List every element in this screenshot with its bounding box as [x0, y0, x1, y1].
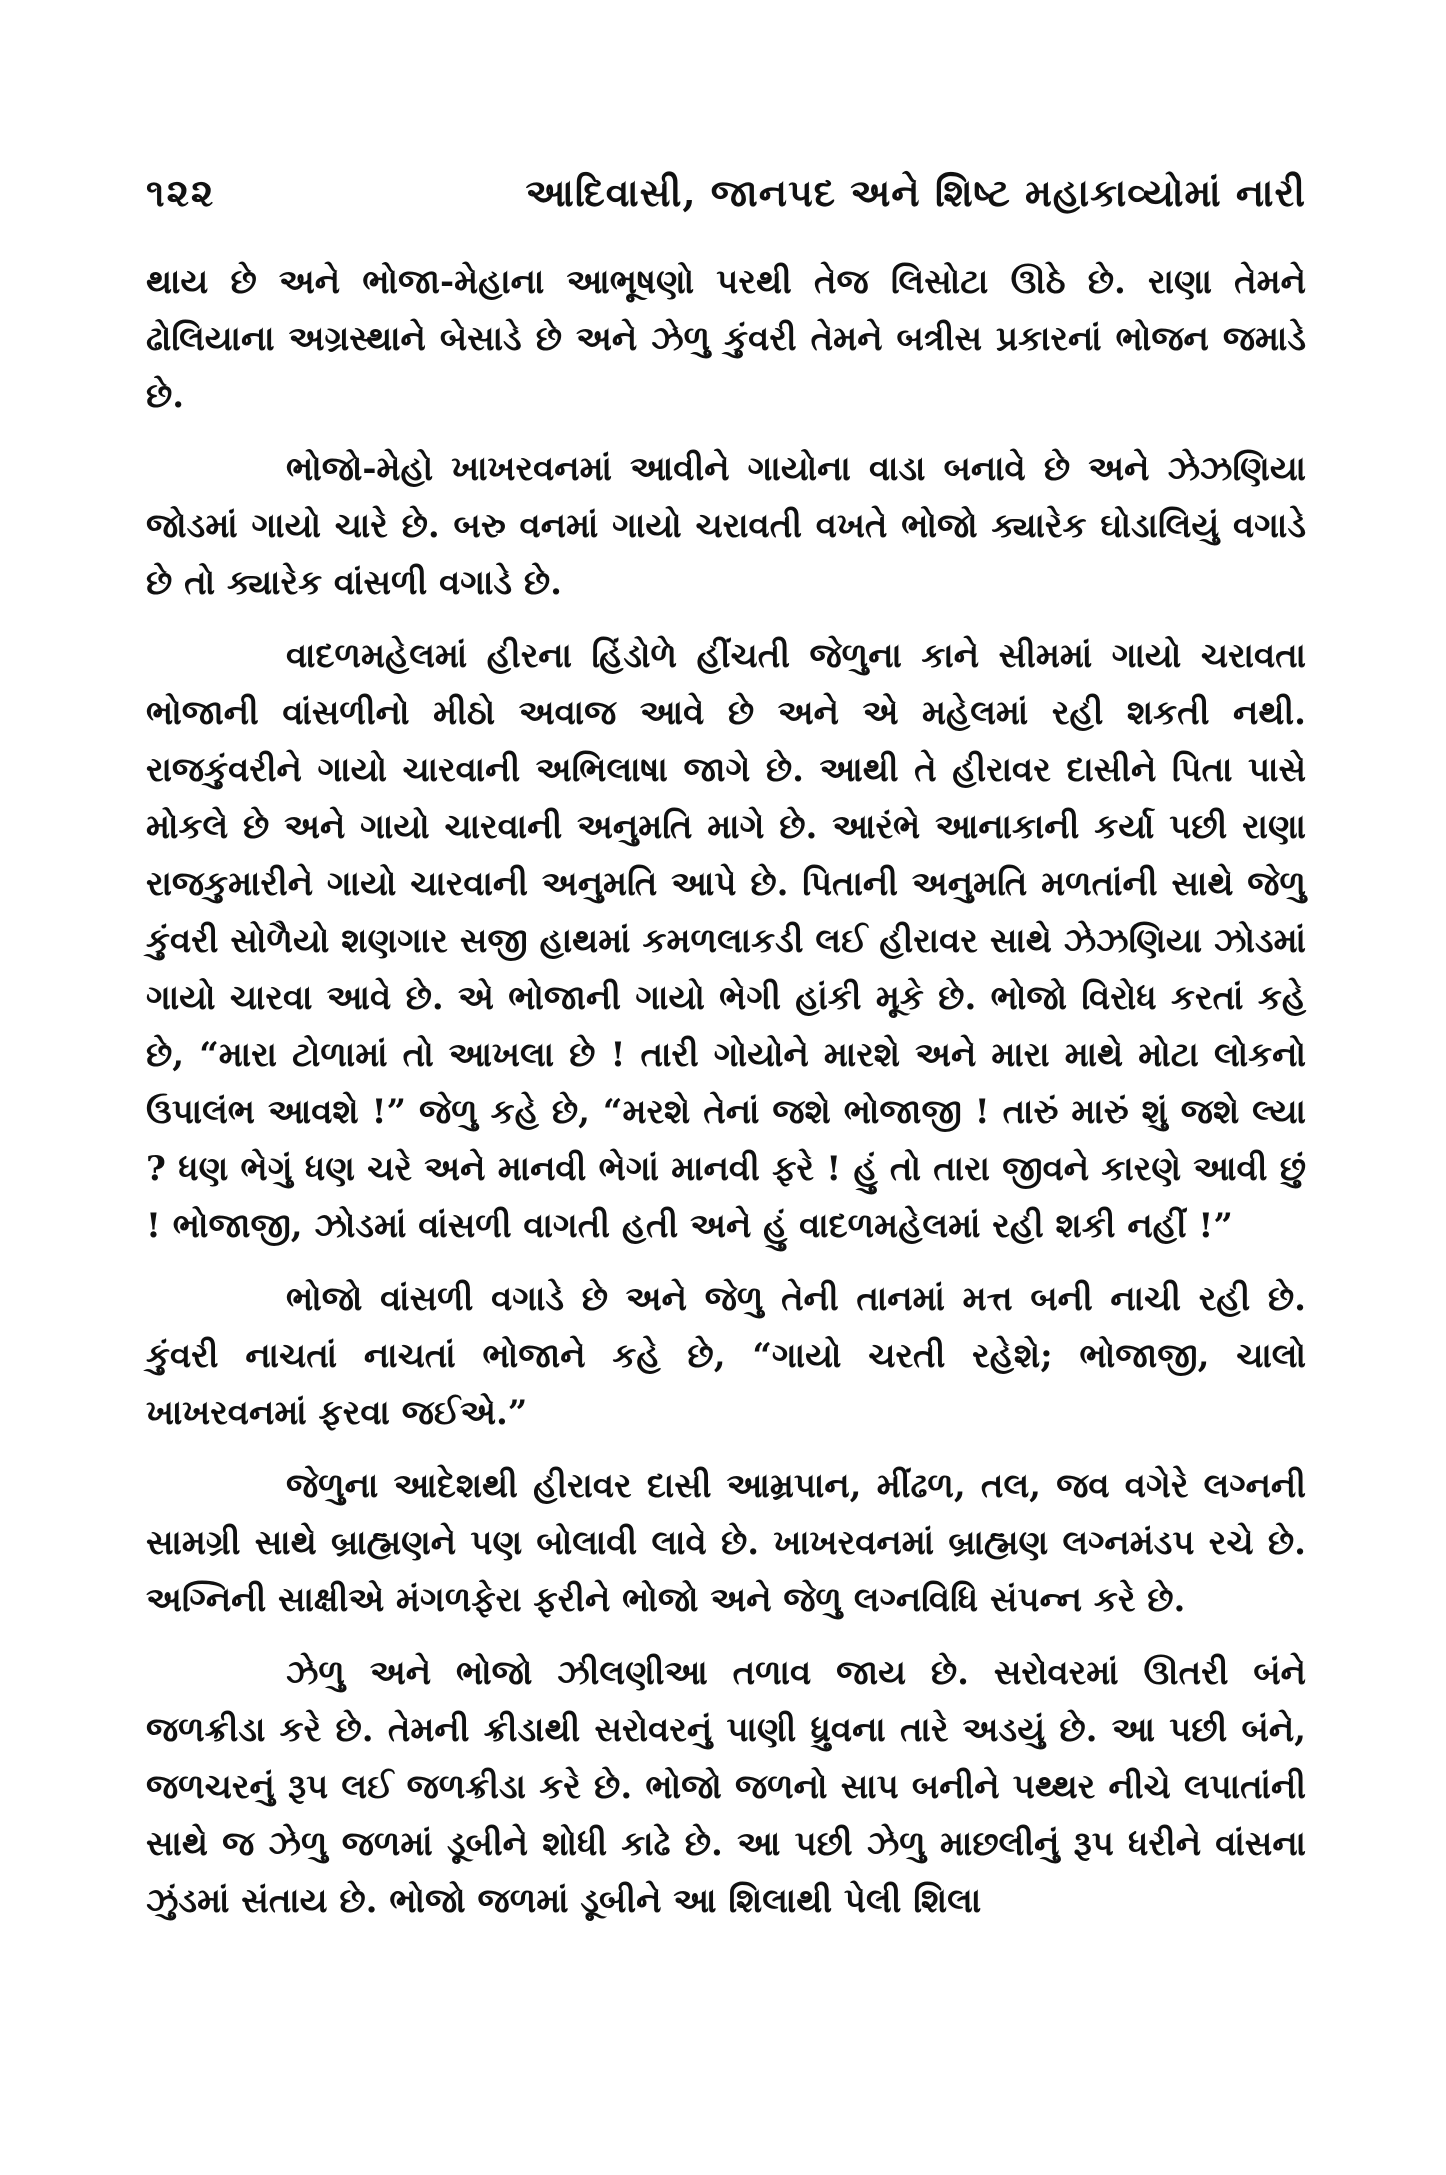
body-text — [146, 254, 1306, 1930]
paragraph-4: ભોજો વાંસળી વગાડે છે અને જેળુ તેની તાનમાં મત્ત બની નાચી રહી છે. કુંવરી નાચતાં નાચતાં ભોજાને કહે છે, “ગાયો ચરતી રહેશે; ભોજાજી, ચાલો ખાખરવનમાં ફરવા જઈએ.” — [146, 1279, 1306, 1433]
paragraph-1: થાય છે અને ભોજા-મેહાના આભૂષણો પરથી તેજ લિસોટા ઊઠે છે. રાણા તેમને ઢોલિયાના અગ્રસ્થાને બેસાડે છે અને ઝેળુ કુંવરી તેમને બત્રીસ પ્રકારનાં ભોજન જમાડે છે. — [146, 262, 1306, 416]
running-title: આદિવાસી, જાનપદ અને શિષ્ટ મહાકાવ્યોમાં નારી — [525, 170, 1306, 215]
paragraph-6: ઝેળુ અને ભોજો ઝીલણીઆ તળાવ જાય છે. સરોવરમાં ઊતરી બંને જળક્રીડા કરે છે. તેમની ક્રીડાથી સરોવરનું પાણી ધ્રુવના તારે અડયું છે. આ પછી બંને, જળચરનું રૂપ લઈ જળક્રીડા કરે છે. ભોજો જળનો સાપ બનીને પથ્થર નીચે લપાતાંની સાથે જ ઝેળુ જળમાં ડૂબીને શોધી કાઢે છે. આ પછી ઝેળુ માછલીનું રૂપ ધરીને વાંસના ઝુંડમાં સંતાય છે. ભોજો જળમાં ડૂબીને આ શિલાથી પેલી શિલા — [146, 1653, 1306, 1921]
paragraph-3: વાદળમહેલમાં હીરના હિંડોળે હીંચતી જેળુના કાને સીમમાં ગાયો ચરાવતા ભોજાની વાંસળીનો મીઠો અવાજ આવે છે અને એ મહેલમાં રહી શકતી નથી. રાજકુંવરીને ગાયો ચારવાની અભિલાષા જાગે છે. આથી તે હીરાવર દાસીને પિતા પાસે મોકલે છે અને ગાયો ચારવાની અનુમતિ માગે છે. આરંભે આનાકાની કર્યા પછી રાણા રાજકુમારીને ગાયો ચારવાની અનુમતિ આપે છે. પિતાની અનુમતિ મળતાંની સાથે જેળુ કુંવરી સોળૈયો શણગાર સજી હાથમાં કમળલાકડી લઈ હીરાવર સાથે ઝેઝણિયા ઝોડમાં ગાયો ચારવા આવે છે. એ ભોજાની ગાયો ભેગી હાંકી મૂકે છે. ભોજો વિરોધ કરતાં કહે છે, “મારા ટોળામાં તો આખલા છે ! તારી ગોયોને મારશે અને મારા માથે મોટા લોકનો ઉપાલંભ આવશે !” જેળુ કહે છે, “મરશે તેનાં જશે ભોજાજી ! તારું મારું શું જશે લ્યા ? ધણ ભેગું ધણ ચરે અને માનવી ભેગાં માનવી ફરે ! હું તો તારા જીવને કારણે આવી છું ! ભોજાજી, ઝોડમાં વાંસળી વાગતી હતી અને હું વાદળમહેલમાં રહી શકી નહીં !” — [146, 636, 1306, 1246]
paragraph-2: ભોજો-મેહો ખાખરવનમાં આવીને ગાયોના વાડા બનાવે છે અને ઝેઝણિયા જોડમાં ગાયો ચારે છે. બરુ વનમાં ગાયો ચરાવતી વખતે ભોજો ક્યારેક ઘોડાલિયું વગાડે છે તો ક્યારેક વાંસળી વગાડે છે. — [146, 449, 1306, 603]
page-header — [146, 170, 1306, 242]
page-number: ૧૨૨ — [146, 170, 216, 215]
paragraph-5: જેળુના આદેશથી હીરાવર દાસી આમ્રપાન, મીંઢળ, તલ, જવ વગેરે લગ્નની સામગ્રી સાથે બ્રાહ્મણને પણ બોલાવી લાવે છે. ખાખરવનમાં બ્રાહ્મણ લગ્નમંડપ રચે છે. અગ્નિની સાક્ષીએ મંગળફેરા ફરીને ભોજો અને જેળુ લગ્નવિધિ સંપન્ન કરે છે. — [146, 1466, 1306, 1620]
book-page — [146, 170, 1306, 1946]
